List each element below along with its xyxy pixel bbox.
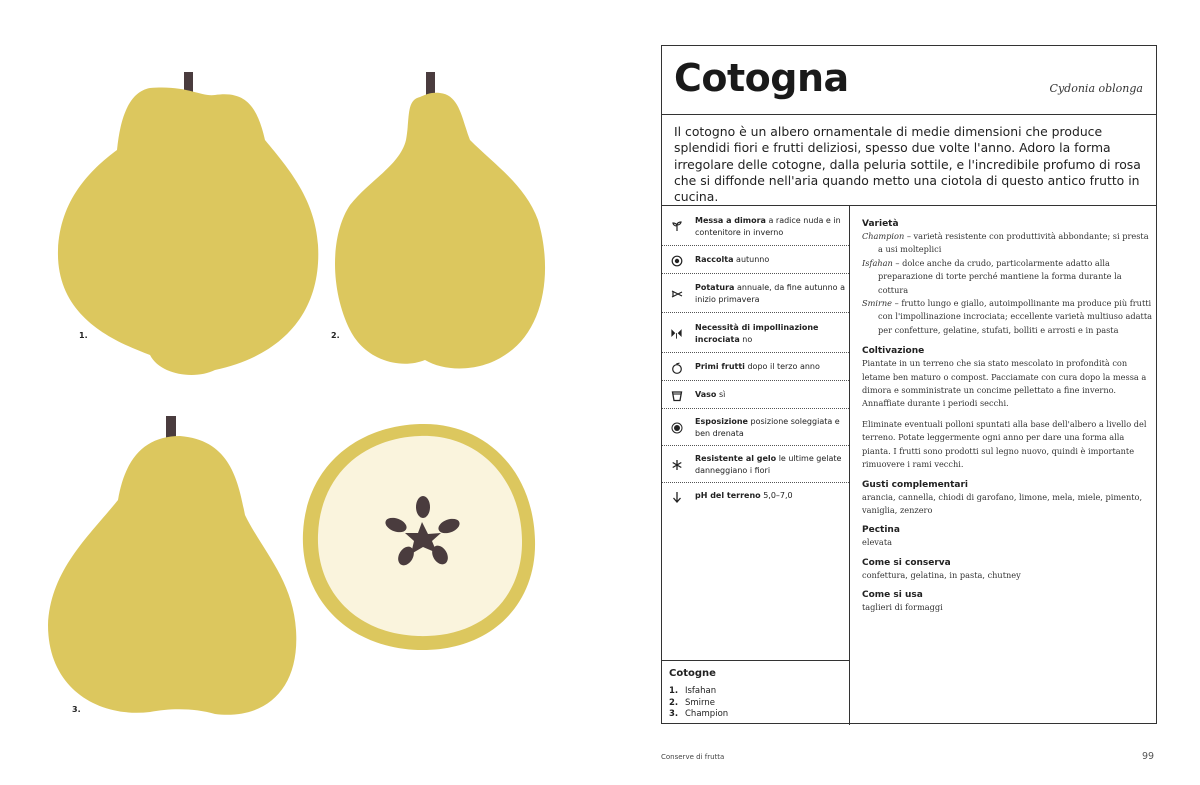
fact-pot bbox=[662, 381, 849, 409]
fact-pruning bbox=[662, 274, 849, 313]
pot-icon bbox=[670, 389, 683, 402]
seed-1 bbox=[416, 496, 430, 518]
page-title: Cotogna bbox=[674, 56, 849, 100]
cultivation-paragraph-2: Eliminate eventuali polloni spuntati alla base dell'albero a livello del terreno. Potate leggermente ogni anno per dare una forma alla pianta. I frutti sono prodotti sul legno nuovo, quindi è importante rimuovere i rami vecchi. bbox=[862, 418, 1147, 470]
details-column bbox=[862, 218, 1152, 615]
usage-text: taglieri di formaggi bbox=[862, 602, 943, 613]
figure-number-1: 1. bbox=[79, 331, 88, 340]
fact-text: Vaso sì bbox=[695, 390, 726, 399]
pollination-icon bbox=[670, 327, 683, 340]
cultivation-paragraph-1: Piantate in un terreno che sia stato mescolato in profondità con letame ben maturo o compost. Pacciamate con cura dopo la messa a dimora e somministrate un concime pellettato a fine inverno. Annaffiate durante i periodi secchi. bbox=[862, 358, 1147, 409]
pectin-text: elevata bbox=[862, 537, 892, 548]
pectin-heading: Pectina bbox=[862, 525, 900, 536]
ph-icon bbox=[670, 490, 683, 503]
cultivars-list bbox=[669, 686, 728, 721]
sprout-icon bbox=[670, 219, 683, 232]
fact-pollination bbox=[662, 313, 849, 353]
page-number: 99 bbox=[1142, 751, 1155, 762]
snowflake-icon bbox=[670, 458, 683, 471]
cultivation-heading: Coltivazione bbox=[862, 346, 925, 357]
fact-text: Esposizione posizione soleggiata e ben drenata bbox=[695, 417, 840, 438]
fact-text: Raccolta autunno bbox=[695, 255, 770, 264]
fact-frost bbox=[662, 446, 849, 483]
fact-text: Potatura annuale, da fine autunno a inizio primavera bbox=[695, 283, 845, 304]
list-item: 1. Isfahan bbox=[669, 686, 717, 696]
list-item: 3. Champion bbox=[669, 709, 729, 719]
fact-ph bbox=[662, 483, 849, 511]
quince-2-body bbox=[335, 93, 545, 369]
sun-icon bbox=[670, 421, 683, 434]
quince-1-body bbox=[58, 88, 318, 375]
fact-exposure bbox=[662, 409, 849, 446]
cultivars-divider bbox=[662, 660, 849, 661]
variety-entry: Smirne – frutto lungo e giallo, autoimpollinante ma produce più frutti con l'impollinazione incrociata; eccellente varietà multiuso adatta per confetture, gelatine, stufati, bolliti e arrosti e in pasta bbox=[862, 298, 1152, 335]
fact-planting bbox=[662, 206, 849, 246]
varieties-heading: Varietà bbox=[862, 219, 899, 229]
quince-2-illustration bbox=[335, 72, 545, 368]
title-row bbox=[662, 46, 1156, 115]
cultivars-title: Cotogne bbox=[669, 668, 716, 679]
quince-3-body bbox=[48, 436, 296, 715]
botanical-name: Cydonia oblonga bbox=[1049, 82, 1143, 95]
variety-entry: Champion – varietà resistente con produttività abbondante; si presta a usi molteplici bbox=[862, 231, 1149, 255]
variety-entry: Isfahan – dolce anche da crudo, particolarmente adatto alla preparazione di torte perché mantiene la forma durante la cottura bbox=[862, 257, 1122, 295]
flavors-text: arancia, cannella, chiodi di garofano, limone, mela, miele, pimento, vaniglia, zenzero bbox=[862, 491, 1143, 515]
preserve-text: confettura, gelatina, in pasta, chutney bbox=[862, 569, 1021, 580]
flavors-heading: Gusti complementari bbox=[862, 479, 968, 490]
running-footer: Conserve di frutta bbox=[661, 753, 725, 761]
fact-text: Resistente al gelo le ultime gelate danneggiano i fiori bbox=[695, 454, 842, 475]
harvest-icon bbox=[670, 254, 683, 267]
fact-text: pH del terreno 5,0–7,0 bbox=[695, 491, 793, 500]
fruit-icon bbox=[670, 361, 683, 374]
shears-icon bbox=[670, 287, 683, 300]
quince-3-illustration bbox=[48, 416, 296, 715]
quince-cross-section bbox=[303, 424, 535, 650]
column-divider bbox=[849, 205, 850, 725]
list-item: 2. Smirne bbox=[669, 697, 715, 708]
fact-text: Necessità di impollinazione incrociata no bbox=[695, 323, 819, 344]
usage-heading: Come si usa bbox=[862, 590, 923, 601]
fact-harvest bbox=[662, 246, 849, 274]
fact-first-fruits bbox=[662, 353, 849, 381]
preserve-heading: Come si conserva bbox=[862, 557, 951, 568]
fact-text: Messa a dimora a radice nuda e in contenitore in inverno bbox=[695, 216, 841, 237]
fact-card bbox=[661, 45, 1157, 724]
figure-number-2: 2. bbox=[331, 331, 340, 340]
intro-paragraph: Il cotogno è un albero ornamentale di medie dimensioni che produce splendidi fiori e frutti deliziosi, spesso due volte l'anno. Adoro la forma irregolare delle cotogne, dalla peluria sottile, e l'incredibile profumo di rosa che si diffonde nell'aria quando metto una ciotola di questo antico frutto in cucina. bbox=[674, 124, 1141, 205]
fact-text: Primi frutti dopo il terzo anno bbox=[695, 362, 820, 371]
quince-1-illustration bbox=[58, 72, 318, 375]
figure-number-3: 3. bbox=[72, 705, 81, 714]
